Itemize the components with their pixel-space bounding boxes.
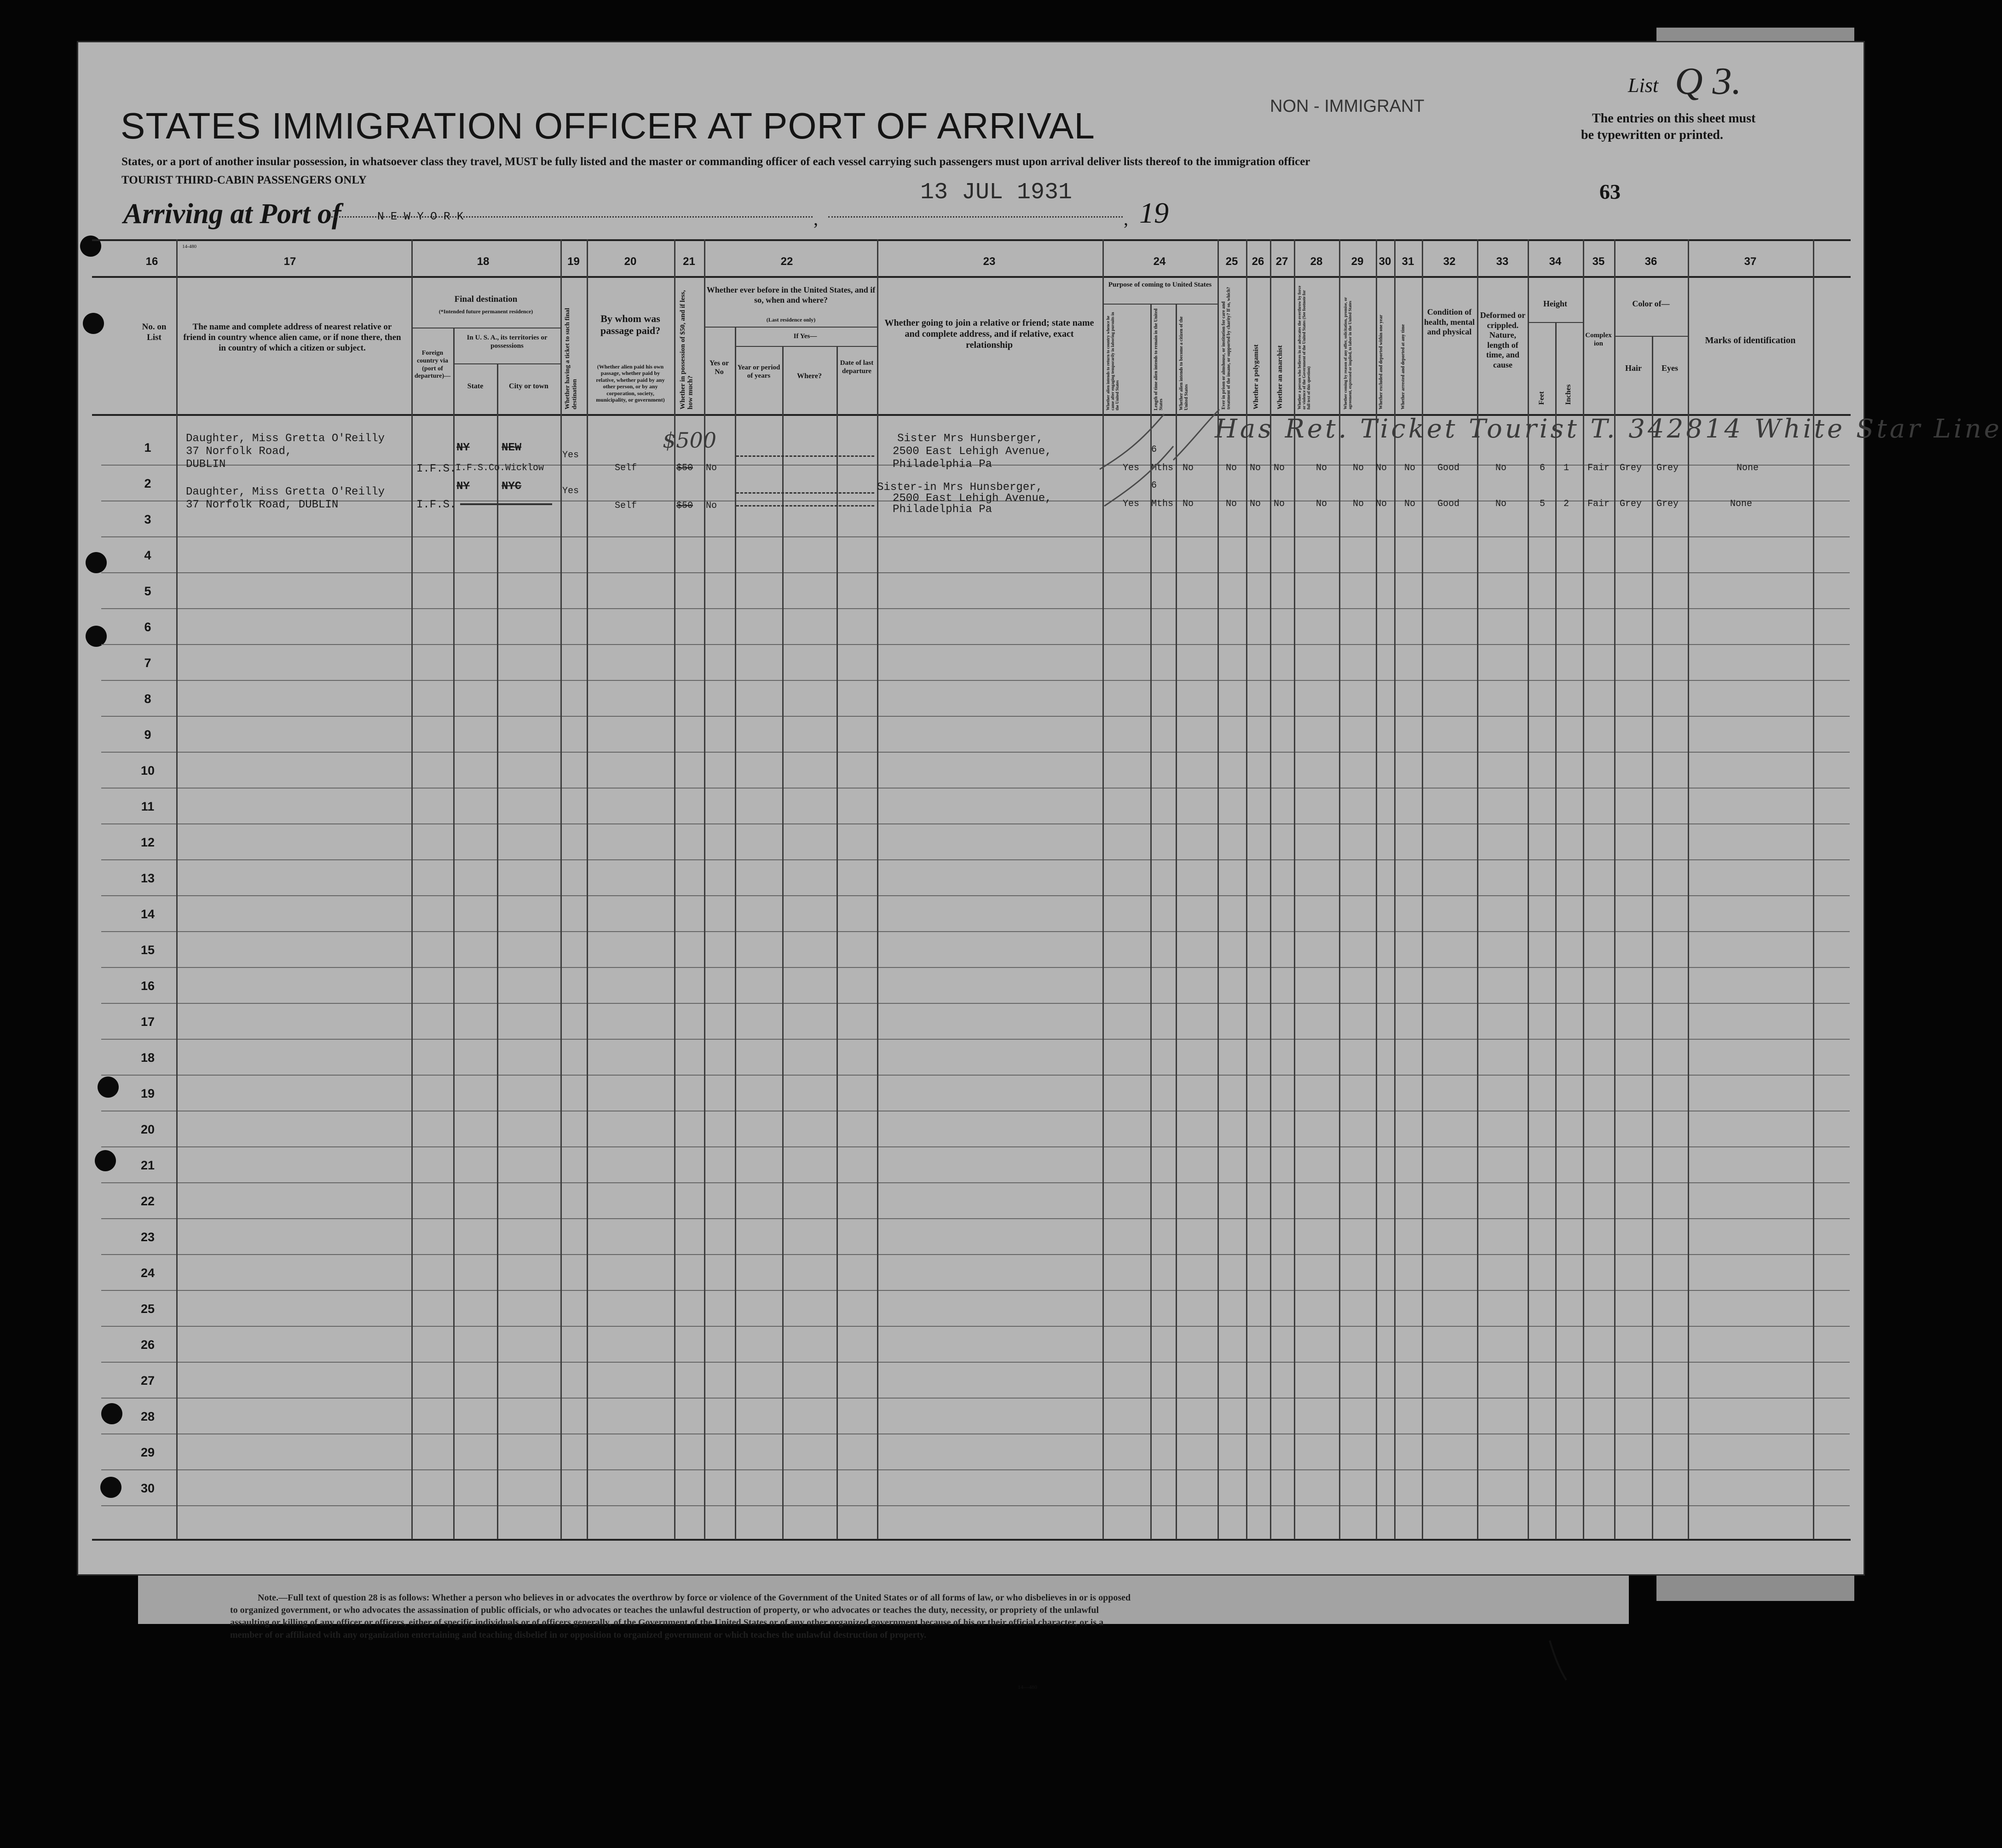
header-state: State [467,382,484,390]
header-foreign-country: Foreign country via (port of departure)— [414,350,451,380]
header-ever-before-sub: (Last residence only) [766,317,816,323]
punch-hole [86,552,107,573]
row-number: 17 [140,1015,155,1029]
entry-feet: 6 [1540,463,1546,473]
row-rule [101,1326,1850,1327]
header-ticket: Whether having a ticket to such final destination [564,308,578,409]
header-final-destination: Final destination [454,294,518,304]
entry-return: Yes [1123,499,1140,509]
col-number: 19 [567,255,580,268]
date-underline [828,216,1123,218]
entry-destination: I.F.S.Co.Wicklow [456,463,544,473]
page-number: 63 [1599,180,1621,203]
header-city-or-town: City or town [509,382,548,390]
header-deported: Whether arrested and deported at any time [1401,324,1406,409]
form-code: 14-480 [182,244,197,249]
entry-complexion: Fair [1587,463,1610,473]
header-length-of-stay: Length of time alien intends to remain in the United States [1154,308,1164,410]
row-number: 13 [140,871,155,885]
entry-eyes: Grey [1656,499,1679,509]
entry-anarchist: No [1274,463,1285,473]
entry-labor: No [1353,499,1364,509]
row-rule [101,608,1850,609]
pen-mark [1546,1638,1574,1684]
entry-deported: No [1404,499,1416,509]
header-final-destination-sub: (*Intended future permanent residence) [438,308,533,315]
header-purpose: Purpose of coming to United States [1108,281,1212,288]
header-prison: Ever in prison or almshouse, or institution for care and treatment of the insane, or supported by charity? If so, which? [1221,287,1231,409]
typewritten-note: The entries on this sheet must [1592,111,1756,126]
typewritten-note: be typewritten or printed. [1581,128,1723,142]
entry-join: Mrs Hunsberger, [943,481,1043,494]
col-number: 20 [624,255,637,268]
header-divider [92,276,1851,278]
comma: , [1124,208,1128,229]
entry-city-struck: NEW [502,442,522,454]
header-inches: Inches [1564,384,1572,405]
row-rule [101,572,1850,573]
entry-join: Sister Mrs Hunsberger, [897,432,1043,445]
punch-hole [95,1150,116,1171]
col-divider [176,239,178,1539]
entry-excluded: No [1376,463,1387,473]
subheader-rule [453,363,560,364]
col-divider [1652,336,1653,1539]
entry-before-us: No [706,501,717,511]
row-rule [101,1254,1850,1255]
entry-health: Good [1437,499,1460,509]
subheader-rule [735,346,877,347]
header-yes-no: Yes or No [709,359,729,376]
entry-polygamist: No [1250,499,1261,509]
arriving-label: Arriving at Port of [123,198,341,230]
subheader-rule [1614,336,1688,337]
header-become-citizen: Whether alien intends to become a citizen of the United States [1179,316,1189,410]
table-bottom-border [92,1539,1851,1541]
entry-excluded: No [1376,499,1387,509]
row-number: 11 [141,800,155,813]
entry-stay-unit: Mths [1151,463,1174,473]
entry-foreign-country: I.F.S. [416,499,456,511]
col-number: 35 [1592,255,1605,268]
header-last-departure: Date of last departure [840,359,874,375]
row-rule [101,716,1850,717]
header-marks: Marks of identification [1705,335,1796,345]
header-polygamist: Whether a polygamist [1252,344,1260,409]
col-number: 17 [283,255,296,268]
entry-relative: 37 Norfolk Road, DUBLIN [186,499,339,511]
entry-ticket: Yes [562,486,579,496]
entry-anarchist: No [1274,499,1285,509]
row-number: 29 [140,1445,155,1459]
entry-prison: No [1226,499,1237,509]
entry-join: Philadelphia Pa [893,503,992,516]
entry-inches: 2 [1564,499,1569,509]
entry-join: Philadelphia Pa [893,458,992,471]
dash-line [736,492,874,494]
subheader-rule [1102,304,1217,305]
comma: , [813,208,818,229]
col-number: 31 [1402,255,1414,268]
col-number: 18 [477,255,490,268]
entry-passage: Self [615,463,637,473]
col-divider [497,363,498,1539]
header-health: Condition of health, mental and physical [1424,307,1475,337]
row-rule [101,1433,1850,1434]
row-rule [101,1290,1850,1291]
header-ever-before: Whether ever before in the United States, and if so, when and where? [706,285,876,305]
col-number: 34 [1549,255,1562,268]
entry-join-prefix: Sister-in [877,481,937,494]
col-number: 21 [683,255,695,268]
col-divider [1555,322,1557,1539]
entry-before-us: No [706,463,717,473]
punch-hole [98,1077,119,1098]
col-number: 32 [1443,255,1456,268]
entry-health: Good [1437,463,1460,473]
col-divider [411,239,413,1539]
date-stamp: 13 JUL 1931 [920,179,1073,206]
row-number: 4 [144,548,151,562]
row-number: 23 [140,1230,155,1244]
row-number: 26 [140,1338,155,1352]
row-rule [101,1075,1850,1076]
entry-passage: Self [615,501,637,511]
table-top-border [92,239,1851,241]
row-rule [101,1218,1850,1219]
row-rule [101,1398,1850,1399]
row-rule [101,1505,1850,1506]
row-number: 15 [140,943,155,957]
entry-labor: No [1353,463,1364,473]
entry-overthrow: No [1316,463,1327,473]
col-divider [587,239,588,1539]
entry-relative: Daughter, Miss Gretta O'Reilly [186,486,385,498]
row-rule [101,931,1850,932]
entry-deformed: No [1495,463,1507,473]
header-height: Height [1543,299,1567,308]
col-number: 27 [1275,255,1288,268]
entry-prison: No [1226,463,1237,473]
col-number: 28 [1310,255,1323,268]
entry-relative: 37 Norfolk Road, [186,445,292,458]
col-number: 29 [1351,255,1364,268]
col-divider [837,346,838,1539]
row-number: 2 [144,477,151,490]
entry-money: $50 [676,463,693,473]
entry-city-struck: NYC [502,480,522,493]
col-number: 22 [780,255,793,268]
row-number: 1 [144,441,151,455]
row-rule [101,895,1850,896]
col-number: 23 [983,255,996,268]
entry-stay-value: 6 [1151,480,1157,491]
col-number: 16 [145,255,158,268]
entry-stay-value: 6 [1151,444,1157,455]
entry-hair: Grey [1620,499,1642,509]
row-number: 9 [144,728,151,742]
header-join-relative: Whether going to join a relative or friend; state name and complete address, and if relative, exact relationship [884,318,1094,350]
col-number: 25 [1225,255,1238,268]
strike-through [460,503,552,505]
entry-deformed: No [1495,499,1507,509]
entry-state-struck: NY [456,442,470,454]
header-if-yes: If Yes— [793,333,817,340]
header-labor-offer: Whether coming by reason of any offer, solicitation, promise, or agreement, expressed or implied, to labor in the United States [1343,297,1352,409]
header-passage-paid: By whom was passage paid? [600,313,661,337]
header-overthrow: Whether a person who believes in or advocates the overthrow by force or violence of the Government of the United States (See footnote for full text of this question) [1297,285,1311,409]
col-divider [560,239,562,1539]
form-title: STATES IMMIGRATION OFFICER AT PORT OF ARRIVAL [121,105,1095,146]
header-excluded: Whether excluded and deported within one year [1379,315,1384,409]
row-number: 6 [144,620,151,634]
row-number: 25 [140,1302,155,1316]
entry-join: 2500 East Lehigh Avenue, [893,445,1052,458]
col-number: 26 [1252,255,1264,268]
header-where: Where? [797,372,822,380]
footnote-q28: Note.—Full text of question 28 is as follows: Whether a person who believes in or advocates the overthrow by force or violence of the Government of the United States or of all forms of law, or who disbelieves in or is opposed to organized government, or who advocates the assassination of public officials, or who advocates or teaches the unlawful destruction of property, or who advocates or teaches the duty, necessity, or propriety of the unlawful assaulting or killing of any officer or officers, either of specific individuals or of officers generally, of the Government of the United States or of any other organized government because of his or their official character, or is a member of or affiliated with any organization entertaining and teaching disbelief in or opposition to organized government or which teaches the unlawful destruction of property. [230,1593,1131,1640]
dash-line [736,505,874,507]
row-rule [101,1469,1850,1470]
row-number: 14 [140,907,155,921]
header-anarchist: Whether an anarchist [1276,345,1284,409]
entry-eyes: Grey [1656,463,1679,473]
punch-hole [100,1477,121,1498]
entry-ticket: Yes [562,450,579,461]
row-rule [101,752,1850,753]
entry-citizen: No [1183,463,1194,473]
port-name: N E W Y O R K [377,211,464,223]
header-complexion: Complexion [1585,332,1612,347]
entry-hair: Grey [1620,463,1642,473]
col-number: 30 [1379,255,1391,268]
header-no-on-list: No. on List [142,322,167,342]
row-number: 8 [144,692,151,706]
entry-citizen: No [1183,499,1194,509]
row-number: 30 [140,1481,155,1495]
row-number: 27 [140,1374,155,1387]
header-deformed: Deformed or crippled. Nature, length of time, and cause [1480,311,1526,369]
col-number: 24 [1153,255,1166,268]
header-in-usa: In U. S. A., its territories or possessions [467,334,548,350]
header-nearest-relative: The name and complete address of nearest relative or friend in country whence alien came, or if none there, then in country of which a citizen or subject. [183,322,401,353]
row-number: 3 [144,512,151,526]
row-rule [101,1182,1850,1183]
entry-relative: Daughter, Miss Gretta O'Reilly [186,432,385,445]
entry-overthrow: No [1316,499,1327,509]
row-number: 21 [140,1158,155,1172]
punch-hole [83,313,104,334]
entry-money-handwritten: $500 [663,428,717,453]
header-return-country: Whether alien intends to return to country whence he came after engaging temporarily in laboring pursuits in the United States [1106,312,1119,410]
non-immigrant-stamp: NON - IMMIGRANT [1270,97,1425,116]
entry-feet: 5 [1540,499,1546,509]
entry-join: 2500 East Lehigh Avenue, [893,492,1052,505]
manifest-sheet [78,42,1864,1574]
row-number: 22 [140,1194,155,1208]
row-rule [101,644,1850,645]
class-label: TOURIST THIRD-CABIN PASSENGERS ONLY [121,174,367,186]
row-number: 18 [140,1051,155,1065]
dash-line [736,455,874,457]
header-feet: Feet [1538,391,1546,405]
entry-marks: None [1730,499,1753,509]
col-number: 36 [1644,255,1657,268]
header-passage-paid-sub: (Whether alien paid his own passage, whether paid by relative, whether paid by any other person, or by any corporation, society, municipality, or government) [596,363,665,403]
entry-state-struck: NY [456,480,470,493]
row-rule [101,680,1850,681]
col-divider [782,346,784,1539]
row-rule [101,1146,1850,1147]
row-rule [101,1362,1850,1363]
row-number: 19 [140,1087,155,1100]
entry-money: $50 [676,501,693,511]
row-number: 28 [140,1410,155,1423]
row-rule [101,788,1850,789]
col-number: 37 [1744,255,1757,268]
row-number: 10 [140,764,155,777]
list-label: List [1628,74,1659,97]
row-rule [101,1039,1850,1040]
handwritten-annotation: Has Ret. Ticket Tourist T. 342814 White Star Line [1215,414,2002,444]
punch-hole [101,1403,122,1424]
entry-polygamist: No [1250,463,1261,473]
header-money: Whether in possession of $50, and if less, how much? [679,290,694,409]
list-number: Q 3. [1675,60,1742,103]
row-rule [101,859,1850,860]
footer-code: 14—480 [1018,1684,1037,1690]
col-number: 33 [1496,255,1509,268]
row-rule [101,1003,1850,1004]
entry-relative: DUBLIN [186,458,226,471]
row-number: 5 [144,584,151,598]
entry-deported: No [1404,463,1416,473]
subheader-rule [704,327,877,328]
row-number: 7 [144,656,151,670]
punch-hole [80,236,101,257]
header-eyes: Eyes [1662,363,1678,373]
row-rule [101,823,1850,824]
row-number: 24 [140,1266,155,1280]
row-number: 12 [140,835,155,849]
col-divider [877,239,878,1539]
row-number: 16 [140,979,155,993]
entry-return: Yes [1123,463,1140,473]
header-color-of: Color of— [1632,299,1670,308]
header-year-period: Year or period of years [737,364,780,380]
entry-inches: 1 [1564,463,1569,473]
year-label: 19 [1139,196,1169,229]
instruction-text: States, or a port of another insular possession, in whatsoever class they travel, MUST be fully listed and the master or commanding officer of each vessel carrying such passengers must upon arrival deliver lists thereof to the immigration officer [121,155,1310,168]
entry-complexion: Fair [1587,499,1610,509]
row-rule [101,967,1850,968]
entry-marks: None [1737,463,1759,473]
entry-stay-unit: Mths [1151,499,1174,509]
col-divider [735,327,736,1539]
entry-foreign-country: I.F.S. [416,463,456,475]
header-hair: Hair [1625,363,1642,373]
row-rule [101,536,1850,537]
row-number: 20 [140,1123,155,1136]
